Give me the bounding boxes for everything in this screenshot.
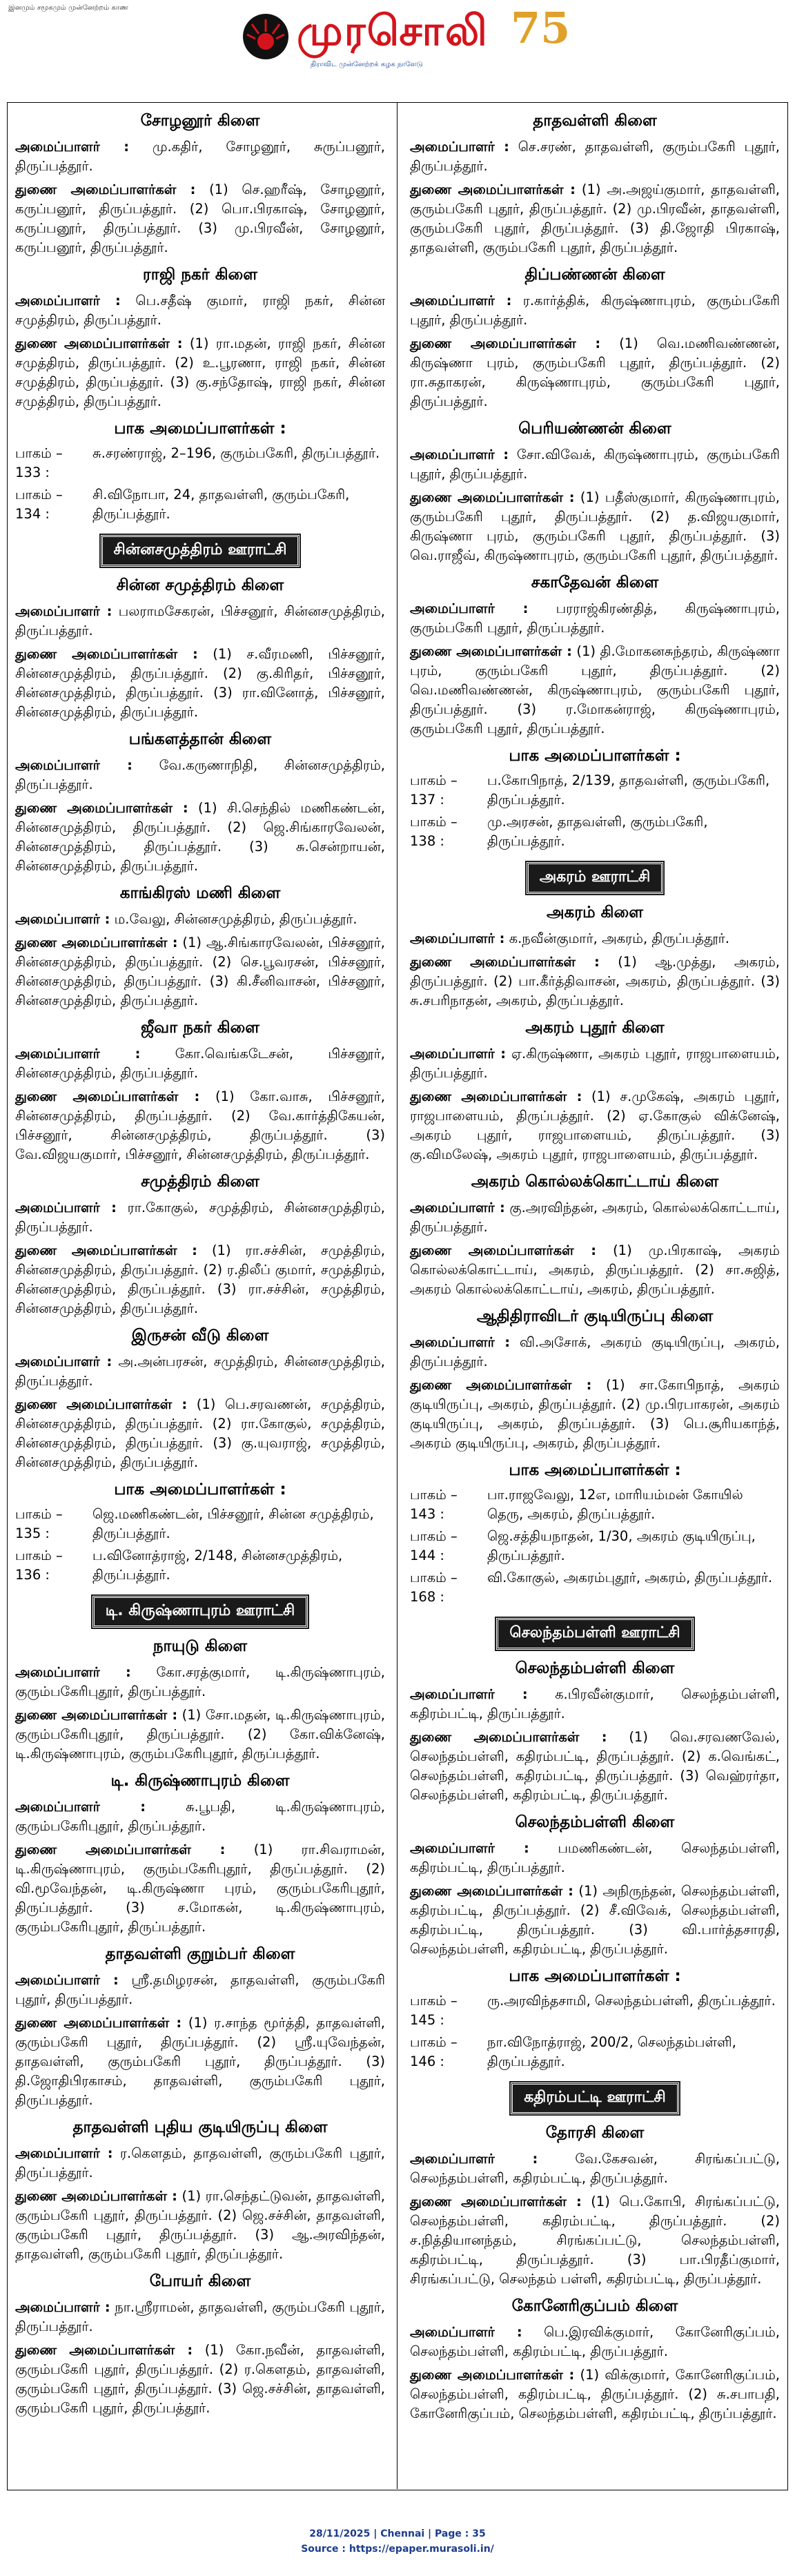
booth-row [15, 485, 385, 524]
booth-row [410, 1568, 780, 1607]
member-names: (1) பெ.சரவணன், சமுத்திரம், சின்னசமுத்திரம், திருப்பத்தூர். (2) ரா.கோகுல், சமுத்திரம், சின்னசமுத்திரம், திருப்பத்தூர். (3) கு.யுவராஜ், சமுத்திரம், சின்னசமுத்திரம், திருப்பத்தூர். [15, 1396, 386, 1470]
role-label: துணை அமைப்பாளர்கள் : [15, 2342, 193, 2358]
booth-row [410, 2033, 780, 2071]
booth-number: பாகம் – 146 : [410, 2034, 458, 2069]
member-names: கோ.வெங்கடேசன், பிச்சனூர், சின்னசமுத்திரம், திருப்பத்தூர். [15, 1046, 385, 1081]
role-label: துணை அமைப்பாளர்கள் : [15, 800, 188, 816]
logo-title: முரசொலி [297, 7, 489, 55]
member-entry [410, 1685, 780, 1724]
booth-number: பாகம் – 144 : [410, 1528, 458, 1563]
member-names: பெ.இரவிக்குமார், கோனேரிகுப்பம், செலந்தம்பள்ளி, கதிரம்பட்டி, திருப்பத்தூர். [410, 2324, 780, 2359]
branch-section [410, 2297, 780, 2423]
member-names: பமணிகண்டன், செலந்தம்பள்ளி, கதிரம்பட்டி, திருப்பத்தூர். [410, 1840, 780, 1875]
member-names: பெ.சதீஷ் குமார், ராஜி நகர், சின்ன சமுத்திரம், திருப்பத்தூர். [15, 293, 385, 328]
member-names: பரராஜ்கிரண்தித், கிருஷ்ணாபுரம், குரும்பகேரி புதூர், திருப்பத்தூர். [410, 601, 780, 636]
role-label: அமைப்பாளர் : [410, 1686, 528, 1702]
member-names: (1) சோ.மதன், டி.கிருஷ்ணாபுரம், குரும்பகேரிபுதூர், திருப்பத்தூர். (2) கோ.விக்னேஷ், டி.கிருஷ்ணாபுரம், குரும்பகேரிபுதூர், திருப்பத்தூர். [15, 1707, 385, 1762]
branch-title: தாதவள்ளி கிளை [533, 112, 657, 130]
booth-member: ஜெ.மணிகண்டன், பிச்சனூர், சின்ன சமுத்திரம், திருப்பத்தூர். [92, 1506, 374, 1541]
role-label: துணை அமைப்பாளர்கள் : [15, 335, 183, 351]
branch-section [15, 1772, 385, 1937]
role-label: துணை அமைப்பாளர்கள் : [410, 954, 600, 970]
role-label: அமைப்பாளர் : [15, 603, 112, 619]
member-entry [410, 1198, 780, 1237]
member-names: (1) மு.பிரகாஷ், அகரம் கொல்லக்கொட்டாய், அகரம், திருப்பத்தூர். (2) சா.சுஜித், அகரம் கொல்லக்கொட்டாய், அகரம், திருப்பத்தூர். [410, 1242, 780, 1297]
role-label: துணை அமைப்பாளர்கள் : [15, 1089, 200, 1104]
booth-heading: பாக அமைப்பாளர்கள் : [509, 1967, 681, 1985]
member-entry [410, 2323, 780, 2361]
booth-number: பாகம் – 135 : [15, 1506, 63, 1541]
member-names: (1) பெ.கோபி, சிரங்கப்பட்டு, செலந்தம்பள்ளி, கதிரம்பட்டி, திருப்பத்தூர். (2) ச.நித்தியானந்தம், சிரங்கப்பட்டு, செலந்தம்பள்ளி, கதிரம்பட்டி, திருப்பத்தூர். (3) பா.பிரதீப்குமார், சிரங்கப்பட்டு, செலந்தம் பள்ளி, கதிரம்பட்டி, திருப்பத்தூர். [410, 2194, 780, 2287]
member-names: செ.சரண், தாதவள்ளி, குரும்பகேரி புதூர், திருப்பத்தூர். [410, 139, 780, 174]
role-label: அமைப்பாளர் : [410, 1200, 505, 1216]
member-names: (1) கோ.நவீன், தாதவள்ளி, குரும்பகேரி புதூர், திருப்பத்தூர். (2) ர.கௌதம், தாதவள்ளி, குரும்பகேரி புதூர், திருப்பத்தூர். (3) ஜெ.சச்சின், தாதவள்ளி, குரும்பகேரி புதூர், திருப்பத்தூர். [15, 2342, 386, 2416]
member-names: ம.வேலு, சின்னசமுத்திரம், திருப்பத்தூர். [114, 911, 357, 927]
booth-member: பா.ராஜவேலு, 12எ, மாரியம்மன் கோயில் தெரு, அகரம், திருப்பத்தூர். [487, 1487, 743, 1522]
branch-title: சமுத்திரம் கிளை [141, 1173, 259, 1191]
role-label: அமைப்பாளர் : [410, 293, 512, 309]
booth-member: ப.வினோத்ராஜ், 2/148, சின்னசமுத்திரம், திருப்பத்தூர். [92, 1548, 343, 1583]
member-entry [15, 1087, 385, 1164]
role-label: அமைப்பாளர் : [15, 1200, 117, 1216]
panchayat-heading [15, 535, 385, 567]
booth-row [410, 771, 780, 810]
member-names: ர.கார்த்திக், கிருஷ்ணாபுரம், குரும்பகேரி புதூர், திருப்பத்தூர். [410, 293, 780, 328]
booth-member: வி.கோகுல், அகரம்புதூர், அகரம், திருப்பத்தூர். [487, 1570, 773, 1585]
member-entry [15, 2298, 385, 2336]
member-entry [410, 291, 780, 330]
branch-section [15, 1945, 385, 2110]
role-label: துணை அமைப்பாளர்கள் : [410, 489, 575, 505]
branch-title: தோரசி கிளை [545, 2124, 645, 2142]
member-entry [410, 334, 780, 411]
role-label: துணை அமைப்பாளர்கள் : [15, 1707, 178, 1723]
member-names: (1) வெ.மணிவண்ணன், கிருஷ்ணா புரம், குரும்பகேரி புதூர், திருப்பத்தூர். (2) ரா.சுதாகரன், கிருஷ்ணாபுரம், குரும்பகேரி புதூர், திருப்பத்தூர். [410, 335, 781, 409]
page-footer [0, 2526, 795, 2557]
member-entry [410, 2365, 780, 2423]
masthead-tagline: இனமும் சமூகமும் முன்னேற்றம் காண [8, 4, 128, 12]
role-label: துணை அமைப்பாளர்கள் : [15, 646, 198, 662]
booth-number: பாகம் – 145 : [410, 1993, 458, 2028]
panchayat-heading [410, 862, 780, 894]
branch-section [15, 730, 385, 876]
role-label: அமைப்பாளர் : [410, 447, 509, 462]
member-names: (1) பதீஸ்குமார், கிருஷ்ணாபுரம், குரும்பகேரி புதூர், திருப்பத்தூர். (2) த.விஜயகுமார், கிருஷ்ணா புரம், குரும்பகேரி புதூர், திருப்பத்தூர். (3) வெ.ராஜீவ், கிருஷ்ணாபுரம், குரும்பகேரி புதூர், திருப்பத்தூர். [410, 489, 781, 563]
role-label: துணை அமைப்பாளர்கள் : [15, 1242, 197, 1258]
role-label: துணை அமைப்பாளர்கள் : [410, 1377, 592, 1393]
branch-section [15, 1327, 385, 1472]
role-label: அமைப்பாளர் : [15, 1972, 119, 1988]
member-entry [410, 929, 780, 948]
role-label: துணை அமைப்பாளர்கள் : [410, 1242, 597, 1258]
member-names: (1) ச.வீரமணி, பிச்சனூர், சின்னசமுத்திரம், திருப்பத்தூர். (2) கு.கிரிதர், பிச்சனூர், சின்னசமுத்திரம், திருப்பத்தூர். (3) ரா.வினோத், பிச்சனூர், சின்னசமுத்திரம், திருப்பத்தூர். [15, 646, 386, 720]
logo [235, 3, 571, 79]
role-label: துணை அமைப்பாளர்கள் : [15, 935, 178, 950]
role-label: அமைப்பாளர் : [410, 601, 529, 616]
logo-subtitle: திராவிட முன்னேற்றக் கழக நாளேடு [311, 61, 423, 68]
member-names: பலராமசேகரன், பிச்சனூர், சின்னசமுத்திரம், திருப்பத்தூர். [15, 603, 385, 638]
member-entry [410, 1882, 780, 1959]
role-label: துணை அமைப்பாளர்கள் : [15, 2188, 177, 2204]
branch-title: காங்கிரஸ் மணி கிளை [119, 884, 281, 902]
masthead [0, 0, 795, 83]
role-label: அமைப்பாளர் : [410, 1840, 529, 1856]
branch-section [15, 884, 385, 1011]
booth-member: நா.விநோத்ராஜ், 200/2, செலந்தம்பள்ளி, திருப்பத்தூர். [487, 2034, 736, 2069]
member-entry [410, 1376, 780, 1453]
panchayat-heading [15, 1596, 385, 1628]
member-entry [15, 910, 385, 929]
role-label: அமைப்பாளர் : [410, 1046, 507, 1062]
member-names: (1) அநிருந்தன், செலந்தம்பள்ளி, கதிரம்பட்டி, திருப்பத்தூர். (2) சீ.விவேக், செலந்தம்பள்ளி, கதிரம்பட்டி, திருப்பத்தூர். (3) வி.பார்த்தசாரதி, செலந்தம்பள்ளி, கதிரம்பட்டி, திருப்பத்தூர். [410, 1883, 780, 1957]
role-label: அமைப்பாளர் : [410, 2151, 538, 2167]
branch-title: கோனேரிகுப்பம் கிளை [511, 2297, 678, 2315]
member-names: ஸ்ரீ.தமிழரசன், தாதவள்ளி, குரும்பகேரி புதூர், திருப்பத்தூர். [15, 1972, 385, 2007]
member-names: ரா.கோகுல், சமுத்திரம், சின்னசமுத்திரம், திருப்பத்தூர். [15, 1200, 385, 1235]
branch-title: தாதவள்ளி குறும்பர் கிளை [105, 1945, 295, 1963]
branch-section [410, 2124, 780, 2289]
member-entry [410, 1333, 780, 1372]
booth-row [15, 1546, 385, 1585]
member-entry [15, 334, 385, 411]
branch-section [410, 1307, 780, 1453]
booth-number: பாகம் – 136 : [15, 1548, 63, 1583]
member-entry [410, 488, 780, 565]
left-column [15, 108, 385, 2426]
right-column [410, 108, 780, 2432]
branch-section [15, 266, 385, 411]
branch-title: செலந்தம்பள்ளி கிளை [515, 1813, 675, 1831]
branch-section [15, 2118, 385, 2264]
role-label: அமைப்பாளர் : [15, 911, 110, 927]
member-entry [15, 1198, 385, 1237]
panchayat-title: சின்னசமுத்திரம் ஊராட்சி [101, 535, 300, 567]
member-entry [410, 137, 780, 176]
branch-section [410, 1813, 780, 1959]
booth-number: பாகம் – 137 : [410, 772, 458, 808]
booth-section [410, 1461, 780, 1607]
member-names: வி.அசோக், அகரம் குடியிருப்பு, அகரம், திருப்பத்தூர். [410, 1334, 780, 1369]
branch-section [410, 1659, 780, 1805]
member-entry [15, 756, 385, 794]
booth-member: மு.அரசன், தாதவள்ளி, குரும்பகேரி, திருப்பத்தூர். [487, 814, 708, 849]
role-label: துணை அமைப்பாளர்கள் : [410, 2194, 582, 2209]
branch-section [410, 904, 780, 1011]
member-names: ர.கௌதம், தாதவள்ளி, குரும்பகேரி புதூர், திருப்பத்தூர். [15, 2145, 385, 2180]
member-names: (1) விக்குமார், கோனேரிகுப்பம், செலந்தம்பள்ளி, கதிரம்பட்டி, திருப்பத்தூர். (2) சு.சபாபதி, கோனேரிகுப்பம், செலந்தம்பள்ளி, கதிரம்பட்டி, திருப்பத்தூர். [410, 2367, 780, 2421]
role-label: அமைப்பாளர் : [15, 757, 132, 773]
branch-section [410, 574, 780, 739]
booth-member: ரு.அரவிந்தசாமி, செலந்தம்பள்ளி, திருப்பத்தூர். [487, 1993, 776, 2009]
member-names: (1) ஆ.சிங்காரவேலன், பிச்சனூர், சின்னசமுத்திரம், திருப்பத்தூர். (2) செ.பூவரசன், பிச்சனூர், சின்னசமுத்திரம், திருப்பத்தூர். (3) கி.சீனிவாசன், பிச்சனூர், சின்னசமுத்திரம், திருப்பத்தூர். [15, 935, 386, 1008]
role-label: துணை அமைப்பாளர்கள் : [15, 1396, 188, 1412]
rising-sun-emblem-icon [242, 12, 290, 61]
branch-title: சோழனூர் கிளை [140, 112, 260, 130]
member-entry [410, 1728, 780, 1805]
branch-title: அகரம் புதூர் கிளை [525, 1019, 665, 1037]
booth-section [410, 747, 780, 851]
branch-title: திப்பண்ணன் கிளை [524, 266, 665, 284]
member-names: கு.அரவிந்தன், அகரம், கொல்லக்கொட்டாய், திருப்பத்தூர். [410, 1200, 781, 1235]
member-entry [410, 1241, 780, 1299]
member-entry [15, 1971, 385, 2009]
member-entry [15, 933, 385, 1011]
role-label: அமைப்பாளர் : [15, 2299, 110, 2315]
branch-title: டி. கிருஷ்ணாபுரம் கிளை [110, 1772, 290, 1790]
booth-member: ப.கோபிநாத், 2/139, தாதவள்ளி, குரும்பகேரி, திருப்பத்தூர். [487, 772, 770, 808]
member-names: (1) ரா.செந்தட்டுவன், தாதவள்ளி, குரும்பகேரி புதூர், திருப்பத்தூர். (2) ஜெ.சச்சின், தாதவள்ளி, குரும்பகேரி புதூர், திருப்பத்தூர். (3) ஆ.அரவிந்தன், தாதவள்ளி, குரும்பகேரி புதூர், திருப்பத்தூர். [15, 2188, 386, 2262]
member-names: (1) சா.கோபிநாத், அகரம் குடியிருப்பு, அகரம், திருப்பத்தூர். (2) மு.பிரபாகரன், அகரம் குடியிருப்பு, அகரம், திருப்பத்தூர். (3) பெ.சூரியகாந்த், அகரம் குடியிருப்பு, அகரம், திருப்பத்தூர். [410, 1377, 780, 1451]
panchayat-title: செலந்தம்பள்ளி ஊராட்சி [496, 1618, 693, 1650]
branch-section [410, 266, 780, 411]
branch-title: ஜீவா நகர் கிளை [140, 1019, 260, 1037]
column-divider [397, 102, 398, 2489]
role-label: துணை அமைப்பாளர்கள் : [410, 1729, 607, 1745]
member-names: க.பிரவீன்குமார், செலந்தம்பள்ளி, கதிரம்பட்டி, திருப்பத்தூர். [410, 1686, 780, 1721]
branch-title: பெரியண்ணன் கிளை [518, 420, 671, 438]
member-names: (1) ர.சாந்த மூர்த்தி, தாதவள்ளி, குரும்பகேரி புதூர், திருப்பத்தூர். (2) ஸ்ரீ.யுவேந்தன், தாதவள்ளி, குரும்பகேரி புதூர், திருப்பத்தூர். (3) தி.ஜோதிபிரகாசம், தாதவள்ளி, குரும்பகேரி புதூர், திருப்பத்தூர். [15, 2015, 385, 2108]
member-names: (1) சி.செந்தில் மணிகண்டன், சின்னசமுத்திரம், திருப்பத்தூர். (2) ஜெ.சிங்காரவேலன், சின்னசமுத்திரம், திருப்பத்தூர். (3) சு.சென்றாயன், சின்னசமுத்திரம், திருப்பத்தூர். [15, 800, 386, 874]
member-entry [15, 1352, 385, 1391]
booth-section [15, 420, 385, 524]
member-names: (1) அ.அஜய்குமார், தாதவள்ளி, குரும்பகேரி புதூர், திருப்பத்தூர். (2) மு.பிரவீன், தாதவள்ளி, குரும்பகேரி புதூர், திருப்பத்தூர். (3) தி.ஜோதி பிரகாஷ், தாதவள்ளி, குரும்பகேரி புதூர், திருப்பத்தூர். [410, 182, 780, 255]
member-names: (1) ஆ.முத்து, அகரம், திருப்பத்தூர். (2) பா.கீர்த்திவாசன், அகரம், திருப்பத்தூர். (3) சு.சபரிநாதன், அகரம், திருப்பத்தூர். [410, 954, 780, 1008]
branch-title: நாயுடு கிளை [153, 1637, 248, 1655]
member-entry [15, 2187, 385, 2264]
branch-title: செலந்தம்பள்ளி கிளை [515, 1659, 675, 1677]
booth-member: சி.விநோபா, 24, தாதவள்ளி, குரும்பகேரி, திருப்பத்தூர். [92, 487, 350, 522]
member-entry [15, 1241, 385, 1318]
booth-number: பாகம் – 134 : [15, 487, 63, 522]
role-label: அமைப்பாளர் : [15, 2145, 113, 2161]
booth-section [410, 1967, 780, 2071]
anniversary-badge: 75 [511, 3, 571, 53]
booth-number: பாகம் – 138 : [410, 814, 458, 849]
booth-section [15, 1481, 385, 1585]
member-names: (1) ரா.சிவராமன், டி.கிருஷ்ணாபுரம், குரும்பகேரிபுதூர், திருப்பத்தூர். (2) வி.மூவேந்தன், டி.கிருஷ்ணா புரம், குரும்பகேரிபுதூர், திருப்பத்தூர். (3) ச.மோகன், டி.கிருஷ்ணாபுரம், குரும்பகேரிபுதூர், திருப்பத்தூர். [15, 1842, 385, 1935]
branch-section [15, 1173, 385, 1318]
member-names: (1) தி.மோகனசுந்தரம், கிருஷ்ணா புரம், குரும்பகேரி புதூர், திருப்பத்தூர். (2) வெ.மணிவண்ணன், கிருஷ்ணாபுரம், குரும்பகேரி புதூர், திருப்பத்தூர். (3) ர.மோகன்ராஜ், கிருஷ்ணாபுரம், குரும்பகேரி புதூர், திருப்பத்தூர். [410, 643, 781, 736]
member-entry [15, 291, 385, 330]
member-entry [15, 2341, 385, 2418]
member-entry [15, 1797, 385, 1836]
branch-title: தாதவள்ளி புதிய குடியிருப்பு கிளை [72, 2118, 328, 2136]
role-label: அமைப்பாளர் : [15, 1354, 112, 1369]
member-names: கோ.சரத்குமார், டி.கிருஷ்ணாபுரம், குரும்பகேரிபுதூர், திருப்பத்தூர். [15, 1664, 385, 1699]
panchayat-heading [410, 2082, 780, 2114]
branch-section [15, 1637, 385, 1764]
booth-row [410, 812, 780, 851]
member-entry [15, 602, 385, 641]
role-label: துணை அமைப்பாளர்கள் : [410, 335, 601, 351]
member-names: அ.அன்பரசன், சமுத்திரம், சின்னசமுத்திரம், திருப்பத்தூர். [15, 1354, 385, 1389]
branch-section [15, 576, 385, 722]
role-label: அமைப்பாளர் : [15, 1664, 131, 1680]
booth-heading: பாக அமைப்பாளர்கள் : [509, 747, 681, 765]
member-names: ஏ.கிருஷ்ணா, அகரம் புதூர், ராஜபாளையம், திருப்பத்தூர். [410, 1046, 781, 1081]
branch-section [410, 1019, 780, 1164]
member-entry [15, 1663, 385, 1701]
branch-title: இருசன் வீடு கிளை [131, 1327, 269, 1345]
branch-title: பங்களத்தான் கிளை [128, 730, 272, 748]
branch-title: அகரம் கிளை [546, 904, 644, 921]
booth-row [15, 444, 385, 482]
role-label: துணை அமைப்பாளர்கள் : [15, 1842, 226, 1857]
booth-heading: பாக அமைப்பாளர்கள் : [114, 1481, 286, 1499]
booth-member: சு.சரண்ராஜ், 2–196, குரும்பகேரி, திருப்பத்தூர். [92, 445, 380, 461]
member-entry [15, 1706, 385, 1764]
booth-row [410, 1485, 780, 1524]
role-label: அமைப்பாளர் : [15, 1046, 141, 1062]
booth-number: பாகம் – 168 : [410, 1570, 458, 1605]
member-names: (1) ரா.சச்சின், சமுத்திரம், சின்னசமுத்திரம், திருப்பத்தூர். (2) ர.திலீப் குமார், சமுத்திரம், சின்னசமுத்திரம், திருப்பத்தூர். (3) ரா.சச்சின், சமுத்திரம், சின்னசமுத்திரம், திருப்பத்தூர். [15, 1242, 386, 1316]
member-entry [410, 1087, 780, 1164]
booth-number: பாகம் – 133 : [15, 445, 63, 480]
branch-section [410, 112, 780, 257]
branch-title: சின்ன சமுத்திரம் கிளை [116, 576, 284, 594]
member-names: (1) ரா.மதன், ராஜி நகர், சின்ன சமுத்திரம், திருப்பத்தூர். (2) உ.பூரணா, ராஜி நகர், சின்ன சமுத்திரம், திருப்பத்தூர். (3) கு.சந்தோஷ், ராஜி நகர், சின்ன சமுத்திரம், திருப்பத்தூர். [15, 335, 385, 409]
member-entry [410, 1044, 780, 1083]
member-entry [410, 2192, 780, 2289]
branch-section [15, 1019, 385, 1164]
member-names: வே.கருணாநிதி, சின்னசமுத்திரம், திருப்பத்தூர். [15, 757, 385, 792]
panchayat-title: அகரம் ஊராட்சி [527, 862, 664, 894]
member-entry [15, 2013, 385, 2110]
role-label: துணை அமைப்பாளர்கள் : [410, 1883, 573, 1899]
booth-heading: பாக அமைப்பாளர்கள் : [509, 1461, 681, 1479]
member-entry [410, 1839, 780, 1877]
member-entry [410, 2149, 780, 2188]
booth-number: பாகம் – 143 : [410, 1487, 458, 1522]
branch-section [15, 112, 385, 257]
member-entry [15, 799, 385, 876]
member-names: வே.கேசவன், சிரங்கப்பட்டு, செலந்தம்பள்ளி, கதிரம்பட்டி, திருப்பத்தூர். [410, 2151, 780, 2186]
branch-title: சகாதேவன் கிளை [531, 574, 659, 592]
role-label: அமைப்பாளர் : [410, 139, 509, 155]
branch-title: ஆதிதிராவிடர் குடியிருப்பு கிளை [476, 1307, 714, 1325]
booth-member: ஜெ.சத்தியநாதன், 1/30, அகரம் குடியிருப்பு, திருப்பத்தூர். [487, 1528, 756, 1563]
branch-section [15, 2272, 385, 2418]
member-entry [15, 645, 385, 722]
role-label: அமைப்பாளர் : [15, 139, 130, 155]
role-label: துணை அமைப்பாளர்கள் : [410, 182, 576, 197]
member-entry [15, 1395, 385, 1472]
role-label: துணை அமைப்பாளர்கள் : [15, 2015, 182, 2031]
member-names: நா.ஸ்ரீராமன், தாதவள்ளி, குரும்பகேரி புதூர், திருப்பத்தூர். [15, 2299, 385, 2334]
member-names: (1) ச.முகேஷ், அகரம் புதூர், ராஜபாளையம், திருப்பத்தூர். (2) ஏ.கோகுல் விக்னேஷ், அகரம் புதூர், ராஜபாளையம், திருப்பத்தூர். (3) கு.விமலேஷ், அகரம் புதூர், ராஜபாளையம், திருப்பத்தூர். [410, 1089, 781, 1162]
role-label: துணை அமைப்பாளர்கள் : [15, 182, 196, 197]
member-names: சு.பூபதி, டி.கிருஷ்ணாபுரம், குரும்பகேரிபுதூர், திருப்பத்தூர். [15, 1799, 385, 1834]
booth-row [15, 1505, 385, 1543]
booth-row [410, 1527, 780, 1565]
branch-title: போயர் கிளை [149, 2272, 251, 2290]
member-entry [410, 445, 780, 484]
role-label: அமைப்பாளர் : [15, 1799, 146, 1815]
member-entry [15, 1840, 385, 1937]
panchayat-heading [410, 1618, 780, 1650]
member-entry [410, 180, 780, 257]
member-names: க.நவீன்குமார், அகரம், திருப்பத்தூர். [509, 930, 730, 946]
branch-title: ராஜி நகர் கிளை [142, 266, 258, 284]
role-label: துணை அமைப்பாளர்கள் : [410, 1089, 582, 1104]
booth-row [410, 1991, 780, 2030]
booth-heading: பாக அமைப்பாளர்கள் : [114, 420, 286, 438]
role-label: அமைப்பாளர் : [15, 293, 121, 309]
footer-date-line: 28/11/2025 | Chennai | Page : 35 [309, 2528, 486, 2539]
role-label: அமைப்பாளர் : [410, 930, 505, 946]
branch-section [410, 420, 780, 565]
role-label: துணை அமைப்பாளர்கள் : [410, 643, 572, 659]
role-label: துணை அமைப்பாளர்கள் : [410, 2367, 575, 2383]
member-entry [15, 180, 385, 257]
branch-section [410, 1173, 780, 1299]
member-entry [410, 642, 780, 739]
panchayat-title: கதிரம்பட்டி ஊராட்சி [511, 2082, 679, 2114]
panchayat-title: டி. கிருஷ்ணாபுரம் ஊராட்சி [92, 1596, 308, 1628]
member-entry [15, 2144, 385, 2183]
member-entry [15, 137, 385, 176]
member-entry [15, 1044, 385, 1083]
member-names: (1) செ.ஹரீஷ், சோழனூர், கருப்பனூர், திருப்பத்தூர். (2) பொ.பிரகாஷ், சோழனூர், கருப்பனூர், திருப்பத்தூர். (3) மு.பிரவீன், சோழனூர், கருப்பனூர், திருப்பத்தூர். [15, 182, 385, 255]
member-names: (1) கோ.வாசு, பிச்சனூர், சின்னசமுத்திரம், திருப்பத்தூர். (2) வே.கார்த்திகேயன், பிச்சனூர், சின்னசமுத்திரம், திருப்பத்தூர். (3) வே.விஜயகுமார், பிச்சனூர், சின்னசமுத்திரம், திருப்பத்தூர். [15, 1089, 386, 1162]
branch-title: அகரம் கொல்லக்கொட்டாய் கிளை [471, 1173, 719, 1191]
footer-source-line: Source : https://epaper.murasoli.in/ [301, 2544, 494, 2555]
role-label: அமைப்பாளர் : [410, 2324, 522, 2340]
member-entry [410, 599, 780, 638]
member-names: மு.கதிர், சோழனூர், சுருப்பனூர், திருப்பத்தூர். [15, 139, 385, 174]
member-names: சோ.விவேக், கிருஷ்ணாபுரம், குரும்பகேரி புதூர், திருப்பத்தூர். [410, 447, 780, 482]
member-names: (1) வெ.சரவணவேல், செலந்தம்பள்ளி, கதிரம்பட்டி, திருப்பத்தூர். (2) க.வெங்கட், செலந்தம்பள்ளி, கதிரம்பட்டி, திருப்பத்தூர். (3) வெஹ்ரர்தா, செலந்தம்பள்ளி, கதிரம்பட்டி, திருப்பத்தூர். [410, 1729, 780, 1803]
role-label: அமைப்பாளர் : [410, 1334, 511, 1350]
member-entry [410, 953, 780, 1011]
